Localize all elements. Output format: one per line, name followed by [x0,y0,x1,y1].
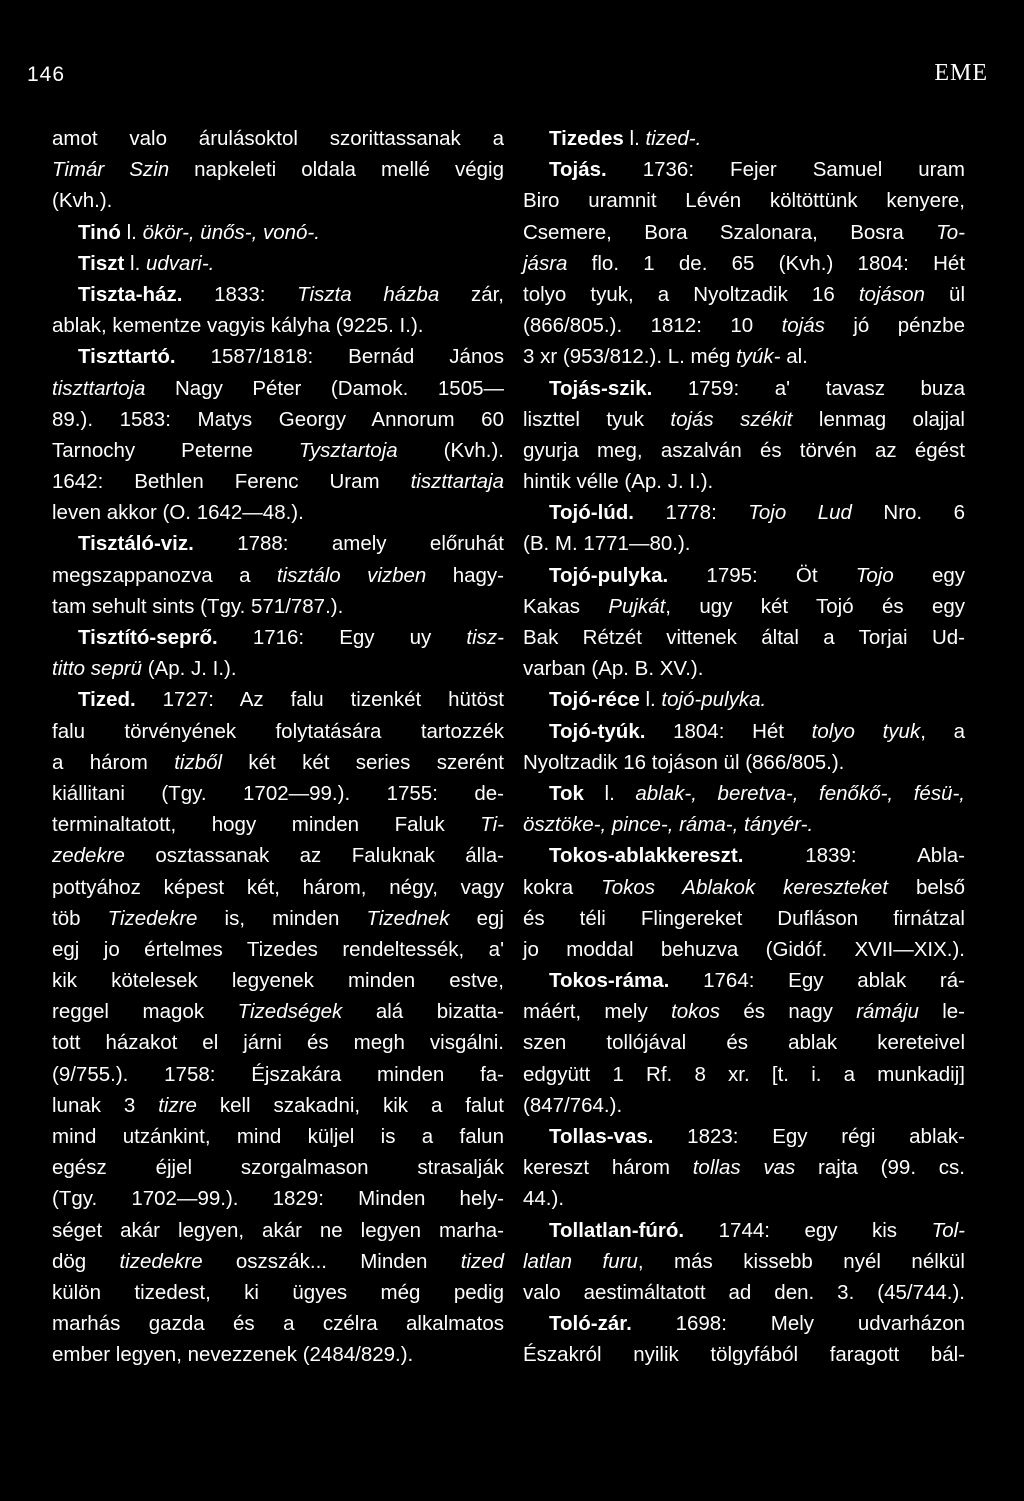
text-line: (Kvh.). [52,189,113,213]
text-line: pottyához képest két, három, négy, vagy [52,875,504,899]
text-line: (847/764.). [523,1093,623,1117]
text-line: jo moddal behuzva (Gidóf. XVII—XIX.). [523,937,965,961]
text-line: Tarnochy Peterne Tysztartoja (Kvh.). [52,438,504,462]
text-line: Északról nyilik tölgyfából faragott bál- [523,1343,965,1367]
text-line: edgyütt 1 Rf. 8 xr. [t. i. a munkadij] [523,1062,965,1086]
text-line: Tollatlan-fúró. 1744: egy kis Tol- [549,1218,965,1242]
text-line: reggel magok Tizedségek alá bizatta- [52,1000,504,1024]
text-line: 3 xr (953/812.). L. még tyúk- al. [523,345,808,369]
text-line: ember legyen, nevezzenek (2484/829.). [52,1343,414,1367]
text-line: valo aestimáltatott ad den. 3. (45/744.). [523,1280,965,1304]
text-line: Tokos-ablakkereszt. 1839: Abla- [549,844,965,868]
text-line: Tizedes l. tized-. [549,127,702,150]
text-line: titto seprü (Ap. J. I.). [52,657,237,681]
text-line: (Tgy. 1702—99.). 1829: Minden hely- [52,1187,504,1211]
text-line: Tinó l. ökör-, ünős-, vonó-. [78,220,320,244]
text-line: zedekre osztassanak az Faluknak álla- [52,844,504,868]
page-number: 146 [27,63,66,86]
text-line: Tojás. 1736: Fejer Samuel uram [549,158,965,182]
text-line: (9/755.). 1758: Éjszakára minden fa- [52,1062,504,1086]
text-line: Tojó-pulyka. 1795: Öt Tojo egy [549,563,965,587]
text-line: jásra flo. 1 de. 65 (Kvh.) 1804: Hét [523,251,965,275]
text-line: Tiszta-ház. 1833: Tiszta házba zár, [78,282,504,306]
text-line: 44.). [523,1187,565,1211]
text-line: Tized. 1727: Az falu tizenkét hütöst [78,688,504,712]
text-line: egj jo értelmes Tizedes rendeltessék, a' [52,937,504,961]
text-line: liszttel tyuk tojás székit lenmag olajjal [523,407,965,431]
text-line: Tisztáló-viz. 1788: amely előruhát [78,532,504,556]
text-line: Tollas-vas. 1823: Egy régi ablak- [549,1125,965,1148]
text-line: (B. M. 1771—80.). [523,532,691,556]
text-line: Tisztító-seprő. 1716: Egy uy tisz- [78,626,504,649]
text-line: Kakas Pujkát, ugy két Tojó és egy [523,594,965,618]
text-line: Tojás-szik. 1759: a' tavasz buza [549,376,965,400]
text-line: (866/805.). 1812: 10 tojás jó pénzbe [523,314,965,338]
text-line: mind utzánkint, mind küljel is a falun [52,1125,504,1148]
text-line: és téli Flingereket Dufláson firnátzal [523,906,965,930]
text-line: kik kötelesek legyenek minden estve, [52,969,504,993]
text-line: Tojó-lúd. 1778: Tojo Lud Nro. 6 [549,501,965,525]
text-line: varban (Ap. B. XV.). [523,657,704,681]
left-column [52,123,504,1371]
text-line: Tok l. ablak-, beretva-, fenőkő-, fésü-, [549,781,965,805]
text-line: Tiszt l. udvari-. [78,251,215,275]
text-line: séget akár legyen, akár ne legyen marha- [52,1218,504,1242]
text-line: kereszt három tollas vas rajta (99. cs. [523,1156,965,1180]
text-line: Timár Szin napkeleti oldala mellé végig [52,158,504,182]
text-line: megszappanozva a tisztálo vizben hagy- [52,563,504,587]
text-line: Bak Rétzét vittenek által a Torjai Ud- [523,626,965,649]
text-line: terminaltatott, hogy minden Faluk Ti- [52,813,504,837]
text-line: Toló-zár. 1698: Mely udvarházon [549,1312,965,1336]
text-line: Tojó-réce l. tojó-pulyka. [549,688,767,712]
text-line: szen tollójával és ablak kereteivel [523,1031,965,1055]
text-line: 89.). 1583: Matys Georgy Annorum 60 [52,407,504,431]
text-line: töb Tizedekre is, minden Tizednek egj [52,906,504,930]
text-line: tott házakot el járni és megh visgálni. [52,1031,504,1055]
text-line: hintik vélle (Ap. J. I.). [523,470,714,494]
text-line: lunak 3 tizre kell szakadni, kik a falut [52,1093,504,1117]
text-line: dög tizedekre oszszák... Minden tized [52,1249,504,1273]
text-line: Tiszttartó. 1587/1818: Bernád János [78,345,504,369]
running-head: EME [934,60,988,86]
text-line: ablak, kementze vagyis kályha (9225. I.). [52,314,424,338]
text-line: tolyo tyuk, a Nyoltzadik 16 tojáson ül [523,282,966,306]
text-line: a három tizből két két series szerént [52,750,504,774]
text-line: gyurja meg, aszalván és törvén az égést [523,438,965,462]
text-line: kiállitani (Tgy. 1702—99.). 1755: de- [52,781,504,805]
text-line: egész éjjel szorgalmason strasalják [52,1156,504,1180]
text-line: tiszttartoja Nagy Péter (Damok. 1505— [52,376,504,400]
text-line: Tokos-ráma. 1764: Egy ablak rá- [549,969,965,993]
text-line: kokra Tokos Ablakok kereszteket belső [523,875,965,899]
text-line: 1642: Bethlen Ferenc Uram tiszttartaja [52,470,504,494]
text-line: ösztöke-, pince-, ráma-, tányér-. [523,813,814,837]
text-line: Tojó-tyúk. 1804: Hét tolyo tyuk, a [549,719,965,743]
text-line: amot valo árulásoktol szorittassanak a [52,127,504,150]
text-line: falu törvényének folytatására tartozzék [52,719,504,743]
text-line: leven akkor (O. 1642—48.). [52,501,304,525]
text-line: külön tizedest, ki ügyes még pedig [52,1280,504,1304]
text-line: Csemere, Bora Szalonara, Bosra To- [523,220,965,244]
right-column [523,123,965,1371]
text-line: marhás gazda és a czélra alkalmatos [52,1312,504,1336]
text-line: latlan furu, más kissebb nyél nélkül [523,1249,965,1273]
text-line: tam sehult sints (Tgy. 571/787.). [52,594,344,618]
text-line: Biro uramnit Lévén költöttünk kenyere, [523,189,965,213]
text-line: Nyoltzadik 16 tojáson ül (866/805.). [523,750,845,774]
text-line: máért, mely tokos és nagy rámáju le- [523,1000,965,1024]
